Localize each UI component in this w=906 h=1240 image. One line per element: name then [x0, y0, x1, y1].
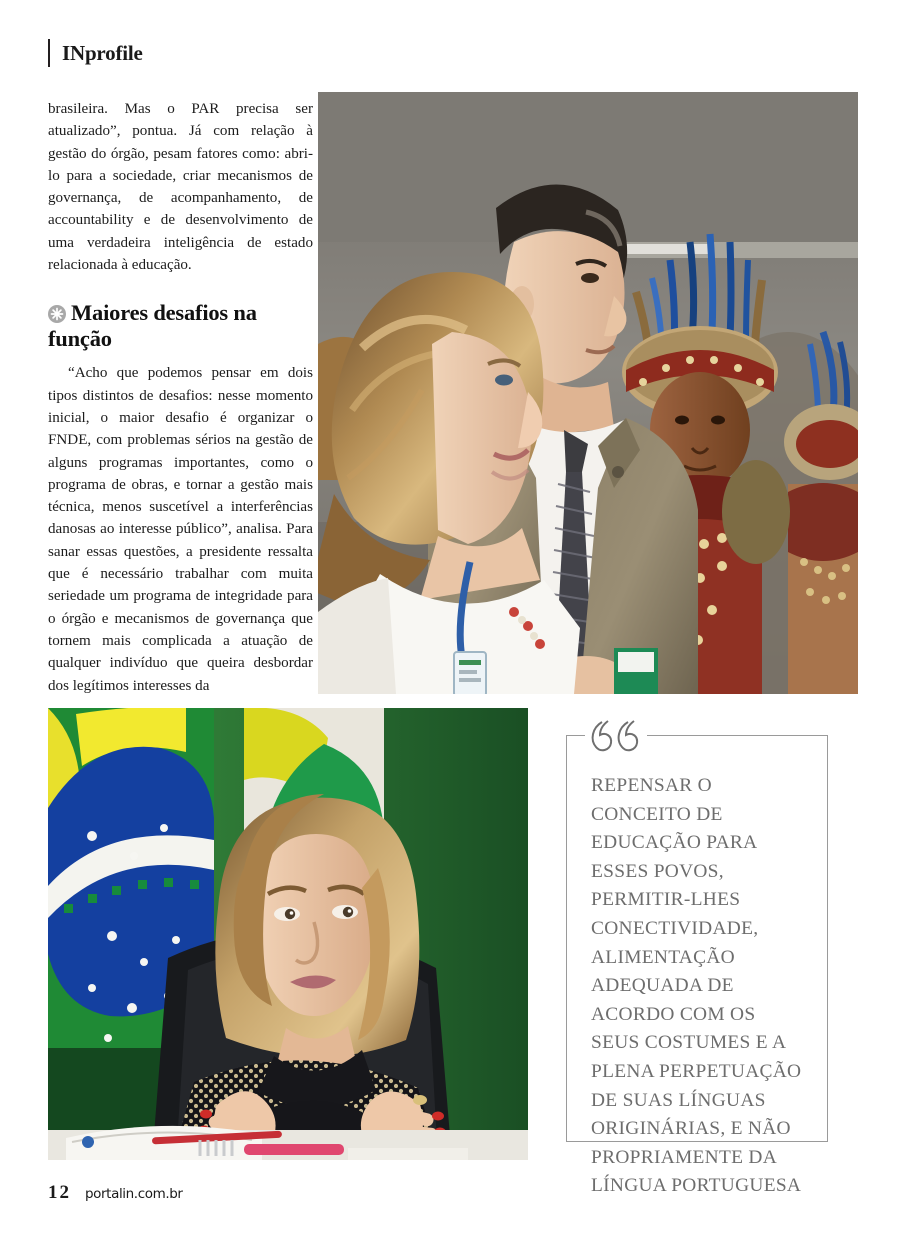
- masthead: [48, 38, 143, 68]
- section-heading: [48, 300, 313, 352]
- pull-quote-text: REPENSAR O CONCEITO DE EDUCAÇÃO PARA ESSES POVOS, PERMITIR-LHES CONECTIVIDADE, ALIMENTAÇÃO ADEQUADA DE ACORDO COM OS SEUS COSTUMES E A PLENA PERPETUAÇÃO DE SUAS LÍNGUAS ORIGINÁRIAS, E NÃO PROPRIAMENTE DA LÍNGUA PORTUGUESA: [591, 775, 802, 1197]
- asterisk-circle-icon: [48, 305, 66, 323]
- photo-woman-at-desk-interview: [48, 708, 528, 1160]
- article-paragraph-1: brasileira. Mas o PAR precisa ser atualizado”, pontua. Já com relação à gestão do órgão, pesam fatores como: abri-lo para a sociedade, criar mecanismos de governança, de acompanhamento, de accountability e de desenvolvimento de uma verdadeira inteligência de estado relacionada à educação.: [48, 101, 313, 274]
- masthead-title: INprofile: [62, 40, 143, 65]
- masthead-rule: [48, 39, 50, 67]
- article-text-column: [48, 98, 313, 697]
- quote-mark-icon: [585, 712, 647, 760]
- page-footer: [48, 1182, 183, 1204]
- article-paragraph-2: “Acho que podemos pensar em dois tipos distintos de desafios: nesse momento inicial, o maior desafio é organizar o FNDE, com problemas sérios na gestão de alguns programas importantes, como o programa de obras, e tornar a gestão mais técnica, menos suscetível a interferências danosas ao interesse público”, analisa. Para sanar essas questões, a presidente ressalta que é necessário trabalhar com muita seriedade um programa de integridade para o órgão e mecanismos de governança que tornem mais complicada a atuação de qualquer indivíduo que queira desbordar dos legítimos interesses da: [48, 365, 313, 694]
- website-url: portalin.com.br: [85, 1186, 183, 1202]
- photo-officials-with-indigenous-leaders: [318, 92, 858, 694]
- pull-quote-box: [566, 735, 828, 1197]
- page-number: 12: [48, 1182, 71, 1203]
- section-heading-label: Maiores desafios na função: [48, 300, 257, 352]
